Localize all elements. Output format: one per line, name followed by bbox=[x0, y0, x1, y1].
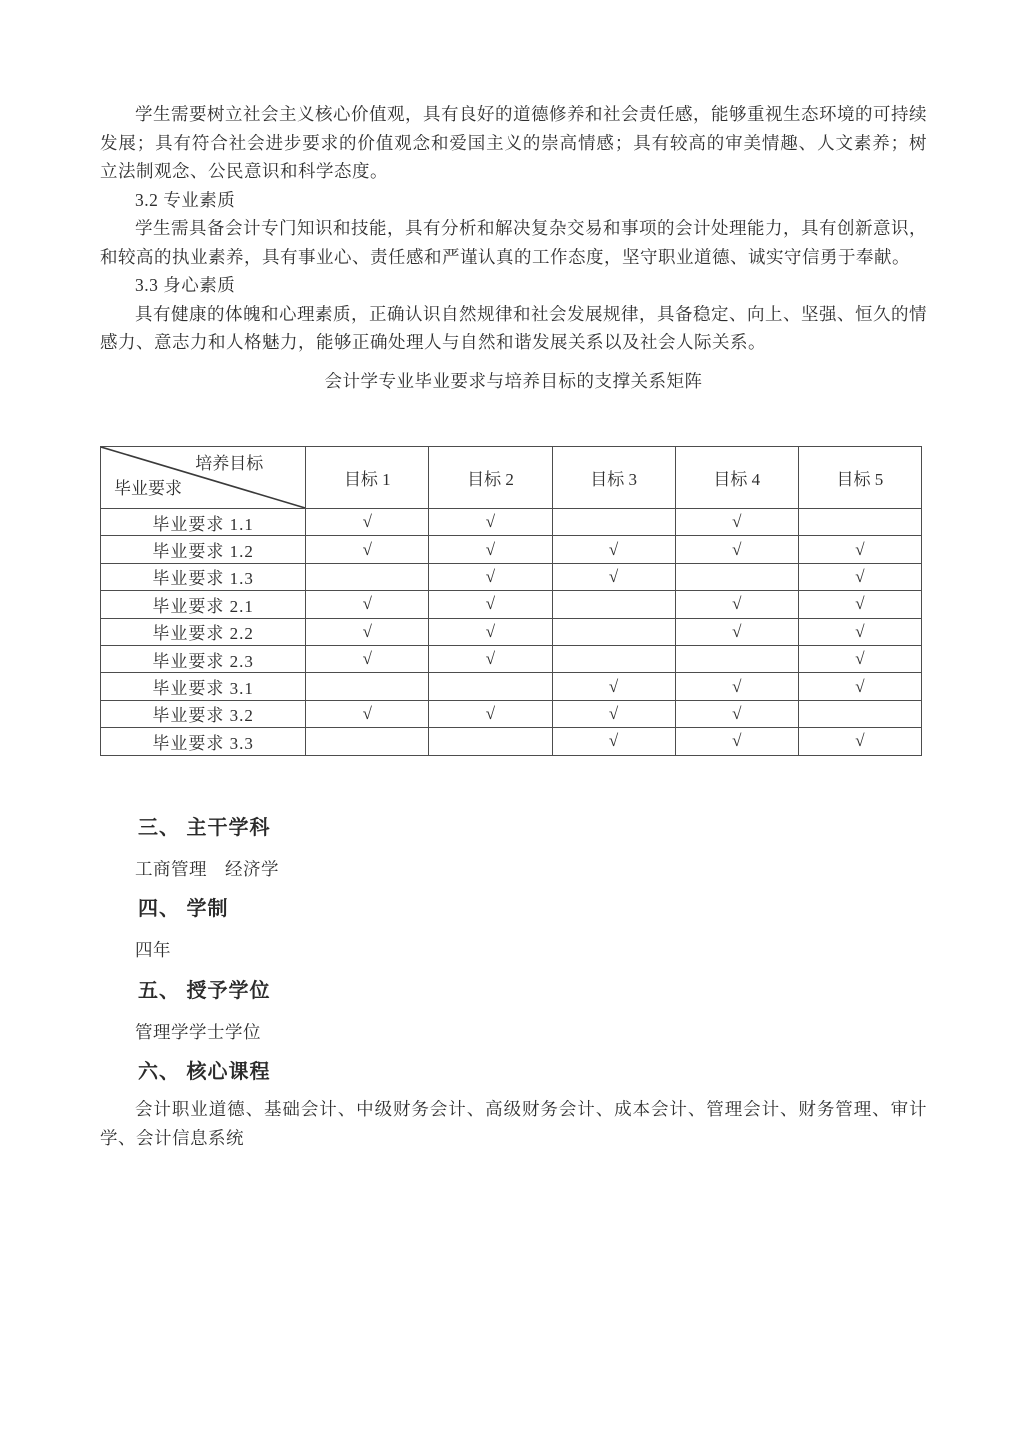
row-label: 毕业要求 2.2 bbox=[101, 618, 306, 645]
matrix-cell: √ bbox=[798, 563, 921, 590]
matrix-cell: √ bbox=[429, 700, 552, 727]
matrix-cell bbox=[429, 728, 552, 755]
matrix-header-row bbox=[101, 447, 922, 509]
matrix-cell: √ bbox=[798, 728, 921, 755]
sub-heading-3-2: 3.2 专业素质 bbox=[135, 189, 236, 210]
matrix-cell: √ bbox=[306, 645, 429, 672]
table-row bbox=[101, 645, 922, 672]
main-disciplines-text: 工商管理 经济学 bbox=[135, 858, 279, 879]
matrix-cell bbox=[429, 673, 552, 700]
corner-label-goals: 培养目标 bbox=[195, 454, 264, 473]
matrix-cell: √ bbox=[552, 563, 675, 590]
column-header-goal-4: 目标 4 bbox=[675, 447, 798, 509]
row-label: 毕业要求 3.2 bbox=[101, 700, 306, 727]
duration-text: 四年 bbox=[135, 940, 171, 961]
matrix-cell: √ bbox=[675, 536, 798, 563]
support-matrix-table bbox=[100, 446, 922, 756]
table-row bbox=[101, 618, 922, 645]
table-row bbox=[101, 563, 922, 590]
matrix-cell: √ bbox=[798, 591, 921, 618]
paragraph-physical-mental: 具有健康的体魄和心理素质，正确认识自然规律和社会发展规律，具备稳定、向上、坚强、恒久的情感力、意志力和人格魅力，能够正确处理人与自然和谐发展关系以及社会人际关系。 bbox=[100, 303, 927, 352]
matrix-cell bbox=[552, 509, 675, 536]
matrix-cell: √ bbox=[798, 645, 921, 672]
matrix-cell: √ bbox=[429, 591, 552, 618]
matrix-cell: √ bbox=[306, 509, 429, 536]
heading-degree: 五、 授予学位 bbox=[138, 979, 271, 1002]
table-row bbox=[101, 509, 922, 536]
matrix-cell bbox=[306, 728, 429, 755]
matrix-cell bbox=[798, 509, 921, 536]
matrix-cell: √ bbox=[429, 645, 552, 672]
column-header-goal-3: 目标 3 bbox=[552, 447, 675, 509]
matrix-cell: √ bbox=[798, 673, 921, 700]
row-label: 毕业要求 2.3 bbox=[101, 645, 306, 672]
matrix-cell: √ bbox=[675, 673, 798, 700]
table-row bbox=[101, 728, 922, 755]
table-row bbox=[101, 536, 922, 563]
table-row bbox=[101, 673, 922, 700]
matrix-cell: √ bbox=[675, 728, 798, 755]
matrix-cell: √ bbox=[306, 591, 429, 618]
matrix-cell bbox=[552, 591, 675, 618]
matrix-cell: √ bbox=[306, 536, 429, 563]
matrix-cell: √ bbox=[798, 536, 921, 563]
matrix-cell: √ bbox=[675, 700, 798, 727]
core-courses-text: 会计职业道德、基础会计、中级财务会计、高级财务会计、成本会计、管理会计、财务管理、审计学、会计信息系统 bbox=[100, 1099, 927, 1148]
matrix-cell bbox=[552, 618, 675, 645]
heading-core-courses: 六、 核心课程 bbox=[138, 1061, 271, 1084]
matrix-cell: √ bbox=[675, 591, 798, 618]
matrix-corner-cell bbox=[101, 447, 306, 509]
row-label: 毕业要求 1.2 bbox=[101, 536, 306, 563]
matrix-cell bbox=[675, 563, 798, 590]
matrix-cell: √ bbox=[675, 618, 798, 645]
matrix-table-title: 会计学专业毕业要求与培养目标的支撑关系矩阵 bbox=[324, 370, 703, 391]
matrix-cell: √ bbox=[552, 700, 675, 727]
table-row bbox=[101, 591, 922, 618]
matrix-cell: √ bbox=[675, 509, 798, 536]
row-label: 毕业要求 3.3 bbox=[101, 728, 306, 755]
matrix-cell bbox=[306, 673, 429, 700]
matrix-cell: √ bbox=[429, 536, 552, 563]
row-label: 毕业要求 1.3 bbox=[101, 563, 306, 590]
matrix-cell: √ bbox=[429, 509, 552, 536]
matrix-cell: √ bbox=[306, 618, 429, 645]
column-header-goal-2: 目标 2 bbox=[429, 447, 552, 509]
table-row bbox=[101, 700, 922, 727]
matrix-cell bbox=[552, 645, 675, 672]
matrix-cell bbox=[798, 700, 921, 727]
corner-label-requirements: 毕业要求 bbox=[114, 479, 182, 498]
matrix-cell: √ bbox=[552, 536, 675, 563]
row-label: 毕业要求 1.1 bbox=[101, 509, 306, 536]
heading-duration: 四、 学制 bbox=[138, 898, 229, 921]
matrix-cell: √ bbox=[429, 618, 552, 645]
matrix-cell bbox=[675, 645, 798, 672]
row-label: 毕业要求 2.1 bbox=[101, 591, 306, 618]
heading-main-disciplines: 三、 主干学科 bbox=[138, 816, 271, 839]
row-label: 毕业要求 3.1 bbox=[101, 673, 306, 700]
sub-heading-3-3: 3.3 身心素质 bbox=[135, 275, 236, 295]
matrix-cell: √ bbox=[552, 728, 675, 755]
column-header-goal-5: 目标 5 bbox=[798, 447, 921, 509]
matrix-cell: √ bbox=[429, 563, 552, 590]
matrix-cell bbox=[306, 563, 429, 590]
matrix-cell: √ bbox=[306, 700, 429, 727]
degree-text: 管理学学士学位 bbox=[135, 1021, 261, 1042]
paragraph-professional: 学生需具备会计专门知识和技能，具有分析和解决复杂交易和事项的会计处理能力，具有创新意识，和较高的执业素养，具有事业心、责任感和严谨认真的工作态度，坚守职业道德、诚实守信勇于奉献。 bbox=[100, 218, 927, 267]
paragraph-values: 学生需要树立社会主义核心价值观，具有良好的道德修养和社会责任感，能够重视生态环境的可持续发展；具有符合社会进步要求的价值观念和爱国主义的崇高情感；具有较高的审美情趣、人文素养；树立法制观念、公民意识和科学态度。 bbox=[100, 104, 927, 181]
matrix-cell: √ bbox=[798, 618, 921, 645]
column-header-goal-1: 目标 1 bbox=[306, 447, 429, 509]
matrix-cell: √ bbox=[552, 673, 675, 700]
